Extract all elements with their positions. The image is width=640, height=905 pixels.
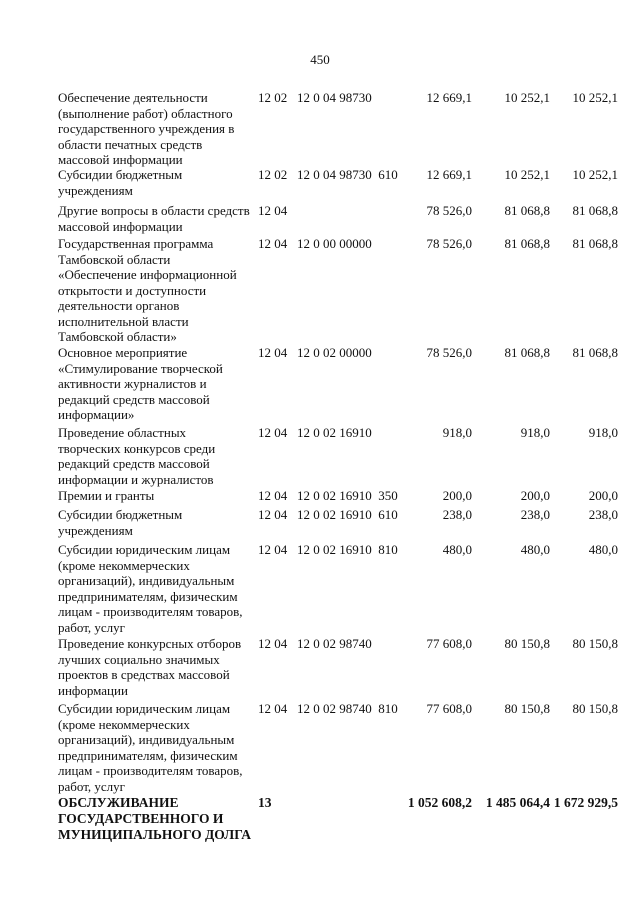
value-col-3: 80 150,8	[572, 701, 618, 716]
value-col-1: 1 052 608,2	[407, 795, 472, 810]
value-col-2: 238,0	[520, 507, 550, 522]
value-col-3: 1 672 929,5	[553, 795, 618, 810]
value-col-2: 918,0	[520, 425, 550, 440]
row-description: Основное мероприятие «Стимулирование творческой активности журналистов и редакций средств массовой информации»	[58, 345, 223, 422]
value-col-2: 480,0	[520, 542, 550, 557]
value-col-2: 1 485 064,4	[485, 795, 550, 810]
value-col-2: 200,0	[520, 488, 550, 503]
section-code: 13	[258, 795, 272, 810]
value-col-3: 80 150,8	[572, 636, 618, 651]
value-col-2: 81 068,8	[504, 236, 550, 251]
row-description: Проведение областных творческих конкурсов среди редакций средств массовой информации и журналистов	[58, 425, 216, 487]
page-number: 450	[310, 52, 330, 67]
value-col-1: 12 669,1	[426, 167, 472, 182]
row-code: 12 04 12 0 00 00000	[258, 236, 372, 251]
value-col-3: 480,0	[588, 542, 618, 557]
value-col-3: 81 068,8	[572, 203, 618, 218]
value-col-1: 77 608,0	[426, 701, 472, 716]
value-col-3: 238,0	[588, 507, 618, 522]
value-col-3: 918,0	[588, 425, 618, 440]
value-col-1: 12 669,1	[426, 90, 472, 105]
value-col-3: 81 068,8	[572, 236, 618, 251]
value-col-1: 78 526,0	[426, 203, 472, 218]
value-col-1: 238,0	[442, 507, 472, 522]
row-description: Премии и гранты	[58, 488, 155, 503]
row-code: 12 04 12 0 02 16910	[258, 425, 372, 440]
row-description: Субсидии бюджетным учреждениям	[58, 507, 183, 538]
row-description: Другие вопросы в области средств массовой информации	[58, 203, 250, 234]
row-code: 12 04 12 0 02 98740	[258, 636, 372, 651]
row-code: 12 04 12 0 02 98740 810	[258, 701, 398, 716]
value-col-2: 80 150,8	[504, 701, 550, 716]
row-code: 12 02 12 0 04 98730 610	[258, 167, 398, 182]
row-code: 12 04 12 0 02 00000	[258, 345, 372, 360]
value-col-1: 918,0	[442, 425, 472, 440]
row-description: Субсидии бюджетным учреждениям	[58, 167, 183, 198]
value-col-3: 10 252,1	[572, 90, 618, 105]
row-description: Субсидии юридическим лицам (кроме некоммерческих организаций), индивидуальным предпринимателям, физическим лицам - производителям товаров, работ, услуг	[58, 542, 243, 635]
row-code: 12 04	[258, 203, 288, 218]
value-col-1: 78 526,0	[426, 236, 472, 251]
row-code: 12 04 12 0 02 16910 610	[258, 507, 398, 522]
row-code: 12 04 12 0 02 16910 350	[258, 488, 398, 503]
row-description: Проведение конкурсных отборов лучших социально значимых проектов в средствах массовой информации	[58, 636, 242, 698]
row-code: 12 02 12 0 04 98730	[258, 90, 372, 105]
value-col-1: 200,0	[442, 488, 472, 503]
value-col-2: 10 252,1	[504, 90, 550, 105]
row-description: Государственная программа Тамбовской области «Обеспечение информационной открытости и доступности деятельности органов исполнительной власти Тамбовской области»	[58, 236, 237, 344]
value-col-2: 81 068,8	[504, 203, 550, 218]
value-col-1: 78 526,0	[426, 345, 472, 360]
value-col-2: 80 150,8	[504, 636, 550, 651]
row-description: Обеспечение деятельности (выполнение работ) областного государственного учреждения в области печатных средств массовой информации	[58, 90, 235, 167]
value-col-2: 81 068,8	[504, 345, 550, 360]
value-col-2: 10 252,1	[504, 167, 550, 182]
value-col-1: 480,0	[442, 542, 472, 557]
value-col-3: 200,0	[588, 488, 618, 503]
section-heading: ОБСЛУЖИВАНИЕ ГОСУДАРСТВЕННОГО И МУНИЦИПАЛЬНОГО ДОЛГА	[58, 795, 252, 842]
value-col-3: 81 068,8	[572, 345, 618, 360]
value-col-3: 10 252,1	[572, 167, 618, 182]
row-code: 12 04 12 0 02 16910 810	[258, 542, 398, 557]
row-description: Субсидии юридическим лицам (кроме некоммерческих организаций), индивидуальным предпринимателям, физическим лицам - производителям товаров, работ, услуг	[58, 701, 243, 794]
value-col-1: 77 608,0	[426, 636, 472, 651]
